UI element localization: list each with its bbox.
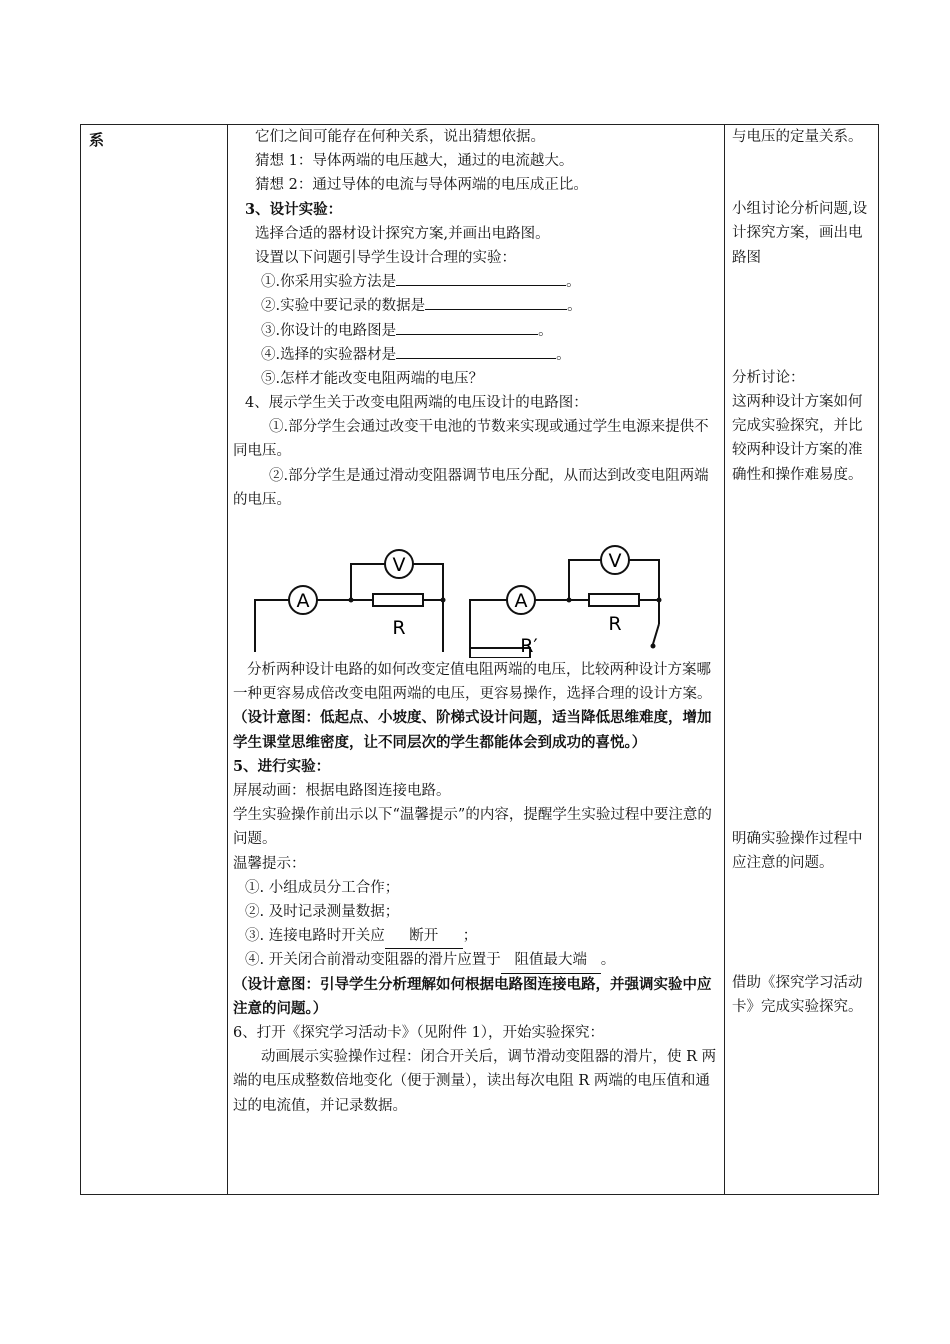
left-column-label: 系 <box>89 131 105 149</box>
main-content <box>233 125 721 1118</box>
question-item: ④.选择的实验器材是 。 <box>233 343 721 367</box>
tip-item: ②. 及时记录测量数据； <box>245 904 400 921</box>
filled-answer: 阻值最大端 <box>501 948 601 973</box>
activity-note: 明确实验操作过程中应注意的问题。 <box>732 830 863 872</box>
section-heading: 3、设计实验： <box>245 200 343 218</box>
student-activity-column <box>732 125 874 1020</box>
spacer <box>732 270 874 366</box>
activity-note: 借助《探究学习活动卡》完成实验探究。 <box>732 975 863 1016</box>
filled-answer: 断开 <box>385 924 463 949</box>
answer-blank <box>396 319 538 335</box>
spacer <box>732 487 874 705</box>
voltmeter-label: V <box>608 550 622 573</box>
text-line: 动画展示实验操作过程：闭合开关后，调节滑动变阻器的滑片，使 R 两端的电压成整数倍地变化（便于测量），读出每次电阻 R 两端的电压值和通过的电流值，并记录数据。 <box>233 1049 717 1114</box>
answer-blank <box>425 294 567 310</box>
activity-note: 与电压的定量关系。 <box>732 129 863 145</box>
activity-note: 这两种设计方案如何完成实验探究，并比较两种设计方案的准确性和操作难易度。 <box>732 394 863 483</box>
hypothesis-1: 猜想 1：导体两端的电压越大，通过的电流越大。 <box>255 153 574 170</box>
column-divider <box>227 125 228 1194</box>
lesson-table <box>80 124 879 1195</box>
text-line: 设置以下问题引导学生设计合理的实验： <box>255 249 516 266</box>
resistor-label: R <box>608 613 622 636</box>
section-heading: 6、打开《探究学习活动卡》（见附件 1），开始实验探究： <box>233 1025 605 1041</box>
text-line: 它们之间可能存在何种关系，说出猜想依据。 <box>255 129 545 145</box>
answer-blank <box>396 343 556 359</box>
column-divider <box>724 125 725 1194</box>
tips-heading: 温馨提示： <box>233 855 306 872</box>
text-line: 学生实验操作前出示以下“温馨提示”的内容，提醒学生实验过程中要注意的问题。 <box>233 807 712 848</box>
text-line: 选择合适的器材设计探究方案,并画出电路图。 <box>255 225 550 242</box>
text-line: 屏展动画：根据电路图连接电路。 <box>233 783 451 800</box>
resistor-label: R <box>392 617 406 640</box>
tip-item: ④. 开关闭合前滑动变阻器的滑片应置于 阻值最大端 。 <box>233 948 721 972</box>
circuit-diagrams <box>233 512 721 658</box>
section-heading: 5、进行实验： <box>233 757 331 775</box>
tip-item: ③. 连接电路时开关应 断开 ； <box>233 924 721 948</box>
section-heading: 4、展示学生关于改变电阻两端的电压设计的电路图： <box>245 395 588 412</box>
circuit-svg <box>233 512 721 658</box>
rheostat-label: R′ <box>520 635 538 658</box>
answer-blank <box>396 270 566 286</box>
question-item: ②.实验中要记录的数据是 。 <box>233 294 721 318</box>
spacer <box>732 149 874 197</box>
design-intent-1: （设计意图：低起点、小坡度、阶梯式设计问题，适当降低思维难度，增加学生课堂思维密度，让不同层次的学生都能体会到成功的喜悦。） <box>233 709 712 751</box>
tip-item: ①. 小组成员分工合作； <box>245 879 400 896</box>
hypothesis-2: 猜想 2：通过导体的电流与导体两端的电压成正比。 <box>255 177 588 194</box>
design-point-2: ②.部分学生是通过滑动变阻器调节电压分配，从而达到改变电阻两端的电压。 <box>233 467 709 508</box>
activity-note: 小组讨论分析问题,设计探究方案，画出电路图 <box>732 201 868 266</box>
ammeter-label: A <box>296 590 310 613</box>
design-intent-2: （设计意图：引导学生分析理解如何根据电路图连接电路，并强调实验中应注意的问题。） <box>233 975 712 1017</box>
analysis-text: 分析两种设计电路的如何改变定值电阻两端的电压，比较两种设计方案哪一种更容易成倍改变电阻两端的电压，更容易操作，选择合理的设计方案。 <box>233 662 712 703</box>
ammeter-label: A <box>514 590 528 613</box>
activity-note: 分析讨论： <box>732 369 805 386</box>
question-item: ①.你采用实验方法是 。 <box>233 270 721 294</box>
question-item: ⑤.怎样才能改变电阻两端的电压？ <box>261 370 484 387</box>
voltmeter-label: V <box>392 554 406 577</box>
question-item: ③.你设计的电路图是 。 <box>233 319 721 343</box>
design-point-1: ①.部分学生会通过改变干电池的节数来实现或通过学生电源来提供不同电压。 <box>233 419 709 460</box>
